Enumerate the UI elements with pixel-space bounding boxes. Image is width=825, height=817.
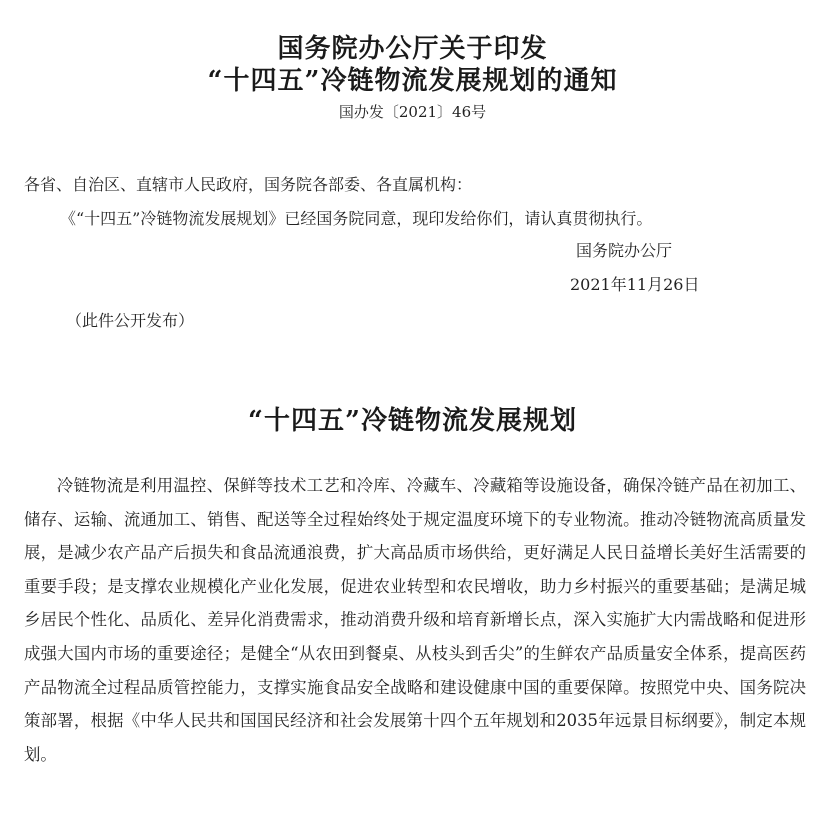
recipients-line: 各省、自治区、直辖市人民政府，国务院各部委、各直属机构： [24, 175, 473, 194]
document-number: 国办发〔2021〕46号 [338, 103, 487, 121]
plan-paragraph: 冷链物流是利用温控、保鲜等技术工艺和冷库、冷藏车、冷藏箱等设施设备，确保冷链产品在初加工、储存、运输、流通加工、销售、配送等全过程始终处于规定温度环境下的专业物流。推动冷链物流高质量发展，是减少农产品产后损失和食品流通浪费，扩大高品质市场供给，更好满足人民日益增长美好生活需要的重要手段；是支撑农业规模化产业化发展，促进农业转型和农民增收，助力乡村振兴的重要基础；是满足城乡居民个性化、品质化、差异化消费需求，推动消费升级和培育新增长点，深入实施扩大内需战略和促进形成强大国内市场的重要途径；是健全“从农田到餐桌、从枝头到舌尖”的生鲜农产品质量安全体系，提高医药产品物流全过程品质管控能力，支撑实施食品安全战略和建设健康中国的重要保障。按照党中央、国务院决策部署，根据《中华人民共和国国民经济和社会发展第十四个五年规划和2035年远景目标纲要》，制定本规划。 [24, 476, 806, 764]
notice-title-line2: “十四五”冷链物流发展规划的通知 [207, 66, 618, 96]
public-release-note: （此件公开发布） [66, 311, 195, 330]
notice-title-line1: 国务院办公厅关于印发 [277, 34, 548, 64]
signer: 国务院办公厅 [576, 241, 673, 260]
plan-title: “十四五”冷链物流发展规划 [248, 406, 577, 436]
notice-body: 《“十四五”冷链物流发展规划》已经国务院同意，现印发给你们，请认真贯彻执行。 [60, 209, 653, 228]
issue-date: 2021年11月26日 [570, 275, 700, 294]
